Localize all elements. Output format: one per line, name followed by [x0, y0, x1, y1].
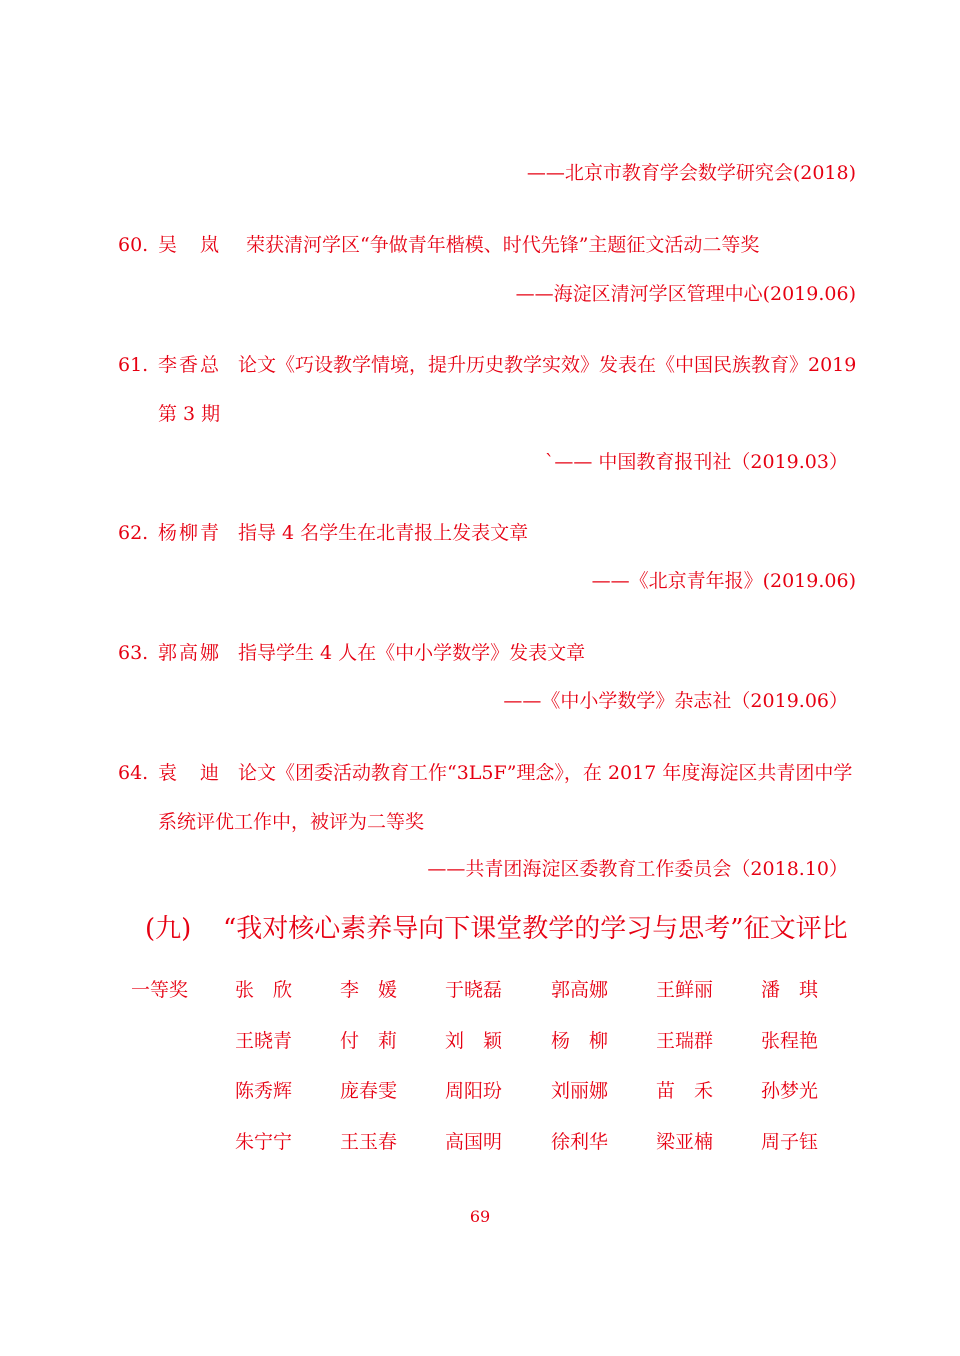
- entry-64-source: ——共青团海淀区委教育工作委员会（2018.10）: [427, 858, 848, 880]
- page-number: 69: [469, 1207, 491, 1226]
- award-label: 一等奖: [131, 979, 189, 1001]
- entry-number: 62.: [118, 522, 149, 544]
- awardee-name: 王鲜丽: [656, 979, 714, 1001]
- awardee-name: 高国明: [445, 1131, 503, 1153]
- entry-description: 荣获清河学区“争做青年楷模、时代先锋”主题征文活动二等奖: [246, 234, 760, 256]
- awardee-name: 王瑞群: [656, 1030, 714, 1052]
- entry-name: 李香总: [158, 354, 222, 376]
- entry-name: 杨柳青: [158, 522, 222, 544]
- source-line-top: ——北京市教育学会数学研究会(2018): [526, 162, 856, 184]
- awardee-name: 周阳玢: [445, 1080, 503, 1102]
- entry-name: 袁 迪: [158, 762, 222, 784]
- awardee-name: 张 欣: [235, 979, 293, 1001]
- entry-description: 指导 4 名学生在北青报上发表文章: [238, 522, 529, 544]
- awardee-name: 周子钰: [761, 1131, 819, 1153]
- entry-name: 吴 岚: [158, 234, 222, 256]
- awardee-name: 苗 禾: [656, 1080, 714, 1102]
- awardee-name: 张程艳: [761, 1030, 819, 1052]
- entry-number: 63.: [118, 642, 149, 664]
- awardee-name: 刘丽娜: [551, 1080, 609, 1102]
- section-title: “我对核心素养导向下课堂教学的学习与思考”征文评比: [223, 914, 848, 944]
- awardee-name: 孙梦光: [761, 1080, 819, 1102]
- awardee-name: 于晓磊: [445, 979, 503, 1001]
- entry-description: 指导学生 4 人在《中小学数学》发表文章: [238, 642, 586, 664]
- entry-description-continued: 第 3 期: [158, 403, 221, 425]
- entry-number: 64.: [118, 762, 149, 784]
- awardee-name: 王晓青: [235, 1030, 293, 1052]
- entry-62-source: ——《北京青年报》(2019.06): [591, 570, 856, 592]
- entry-description: 论文《巧设教学情境，提升历史教学实效》发表在《中国民族教育》2019: [238, 354, 857, 376]
- awardee-name: 徐利华: [551, 1131, 609, 1153]
- awardee-name: 潘 琪: [761, 979, 819, 1001]
- awardee-name: 杨 柳: [551, 1030, 609, 1052]
- entry-name: 郭高娜: [158, 642, 222, 664]
- entry-60-source: ——海淀区清河学区管理中心(2019.06): [515, 283, 856, 305]
- awardee-name: 朱宁宁: [235, 1131, 293, 1153]
- entry-description: 论文《团委活动教育工作“3L5F”理念》，在 2017 年度海淀区共青团中学: [238, 762, 853, 784]
- section-heading: [145, 913, 848, 945]
- awardee-name: 庞春雯: [340, 1080, 398, 1102]
- awardee-name: 付 莉: [340, 1030, 398, 1052]
- entry-description-continued: 系统评优工作中，被评为二等奖: [158, 811, 425, 833]
- awardee-name: 梁亚楠: [656, 1131, 714, 1153]
- entry-63-source: ——《中小学数学》杂志社（2019.06）: [503, 690, 848, 712]
- section-number: (九): [145, 914, 192, 944]
- awardee-name: 刘 颖: [445, 1030, 503, 1052]
- entry-61-source: `—— 中国教育报刊社（2019.03）: [544, 451, 848, 473]
- awardee-name: 陈秀辉: [235, 1080, 293, 1102]
- awardee-name: 李 媛: [340, 979, 398, 1001]
- awardee-name: 王玉春: [340, 1131, 398, 1153]
- awardee-name: 郭高娜: [551, 979, 609, 1001]
- entry-number: 60.: [118, 234, 149, 256]
- entry-number: 61.: [118, 354, 149, 376]
